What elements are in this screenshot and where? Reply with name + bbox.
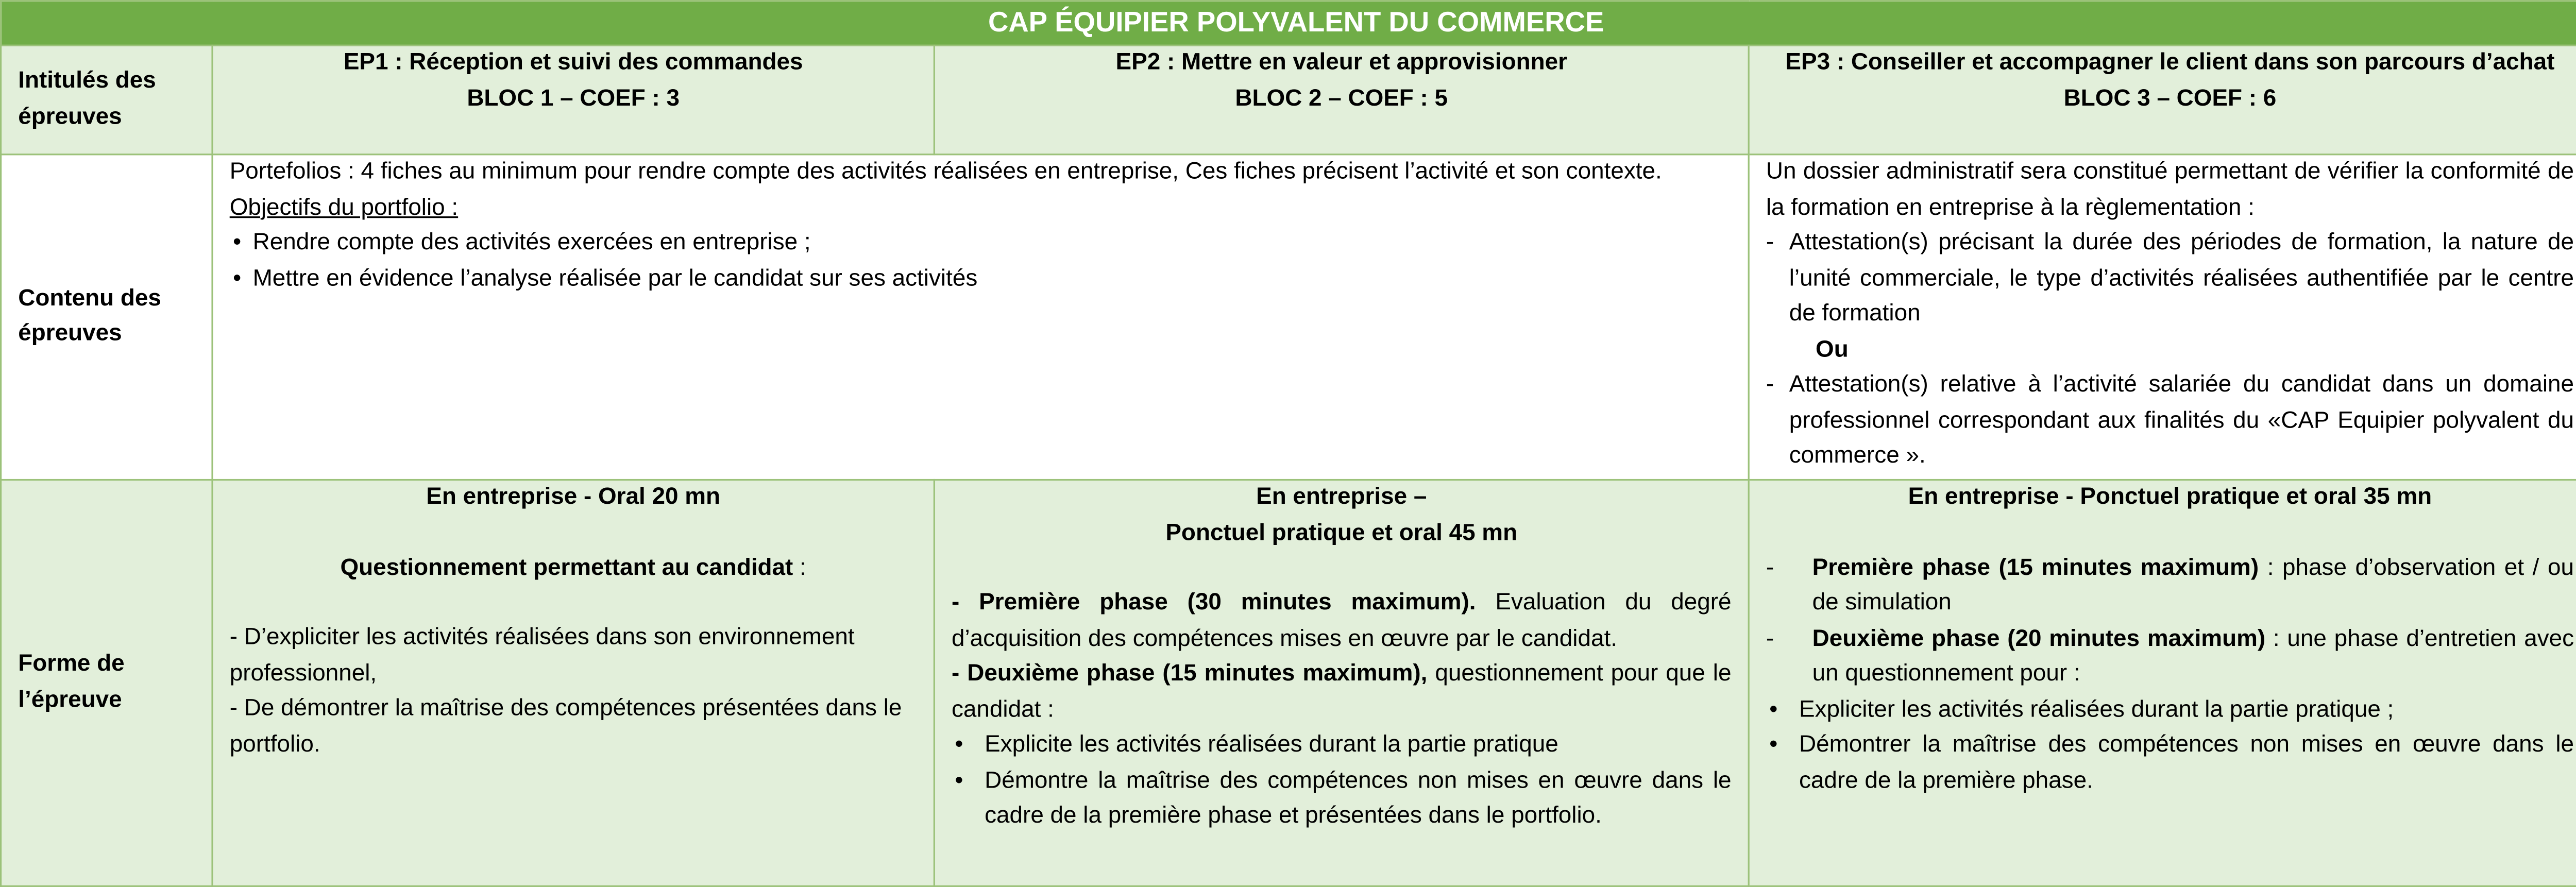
- contenu3-intro: Un dossier administratif sera constitué permettant de vérifier la conformité de la formation en entreprise à la règlementation :: [1766, 158, 2574, 221]
- objectifs-heading: Objectifs du portfolio :: [229, 194, 459, 221]
- forme-ep1: [212, 480, 934, 886]
- row-header-contenu: Contenu des épreuves: [1, 155, 212, 480]
- ep2-header: [934, 45, 1749, 155]
- forme2-bullet: • Explicite les activités réalisées durant la partie pratique: [952, 728, 1732, 764]
- forme1-item: - De démontrer la maîtrise des compétences présentées dans le portfolio.: [229, 695, 902, 758]
- forme1-item: - D’expliciter les activités réalisées dans son environnement professionnel,: [229, 624, 855, 687]
- ep3-header: [1749, 45, 2576, 155]
- objectif-item: • Mettre en évidence l’analyse réalisée par le candidat sur ses activités: [230, 262, 1732, 297]
- ep3-bloc: BLOC 3 – COEF : 6: [2063, 85, 2277, 112]
- row-header-intitules: Intitulés des épreuves: [1, 45, 212, 155]
- ep1-title: EP1 : Réception et suivi des commandes: [343, 49, 803, 76]
- ep1-header: [212, 45, 934, 155]
- objectif-item: • Rendre compte des activités exercées en entreprise ;: [230, 226, 1732, 262]
- forme3-phase1: - Première phase (15 minutes maximum) : phase d’observation et / ou de simulation: [1766, 551, 2574, 622]
- forme2-phase2: - Deuxième phase (15 minutes maximum), questionnement pour que le candidat :: [952, 660, 1732, 723]
- forme1-sub: Questionnement permettant au candidat :: [340, 554, 806, 581]
- table-title: CAP ÉQUIPIER POLYVALENT DU COMMERCE: [1, 1, 2576, 46]
- row-header-forme: Forme de l’épreuve: [1, 480, 212, 886]
- forme3-bullet: • Démontrer la maîtrise des compétences non mises en œuvre dans le cadre de la première phase.: [1766, 728, 2574, 799]
- forme3-head: En entreprise - Ponctuel pratique et oral 35 mn: [1908, 484, 2432, 510]
- forme1-head: En entreprise - Oral 20 mn: [426, 484, 721, 510]
- attestation-item: - Attestation(s) relative à l’activité salariée du candidat dans un domaine professionnel correspondant aux finalités du «CAP Equipier polyvalent du commerce ».: [1766, 368, 2574, 475]
- forme2-phase1: - Première phase (30 minutes maximum). Evaluation du degré d’acquisition des compétences mises en œuvre par le candidat.: [952, 589, 1732, 652]
- forme-ep2: [934, 480, 1749, 886]
- forme2-bullet: • Démontre la maîtrise des compétences non mises en œuvre dans le cadre de la première phase et présentées dans le portfolio.: [952, 764, 1732, 835]
- contenu-ep1-ep2: [212, 155, 1749, 480]
- forme-ep3: [1749, 480, 2576, 886]
- contenu-intro: Portefolios : 4 fiches au minimum pour rendre compte des activités réalisées en entreprise, Ces fiches précisent l’activité et son contexte.: [229, 158, 1662, 185]
- ou-label: Ou: [1816, 336, 1849, 363]
- forme3-bullet: • Expliciter les activités réalisées durant la partie pratique ;: [1766, 693, 2574, 728]
- forme2-head2: Ponctuel pratique et oral 45 mn: [1165, 519, 1518, 546]
- contenu-ep3: [1749, 155, 2576, 480]
- attestation-item: - Attestation(s) précisant la durée des périodes de formation, la nature de l’unité commerciale, le type d’activités réalisées authentifiée par le centre de formation: [1766, 226, 2574, 333]
- ep3-title: EP3 : Conseiller et accompagner le client dans son parcours d’achat: [1785, 49, 2555, 76]
- ep2-bloc: BLOC 2 – COEF : 5: [1235, 85, 1448, 112]
- ep1-bloc: BLOC 1 – COEF : 3: [467, 85, 680, 112]
- forme2-head: En entreprise –: [1256, 484, 1427, 510]
- forme3-phase2: - Deuxième phase (20 minutes maximum) : une phase d’entretien avec un questionnement pour :: [1766, 622, 2574, 693]
- ep2-title: EP2 : Mettre en valeur et approvisionner: [1115, 49, 1567, 76]
